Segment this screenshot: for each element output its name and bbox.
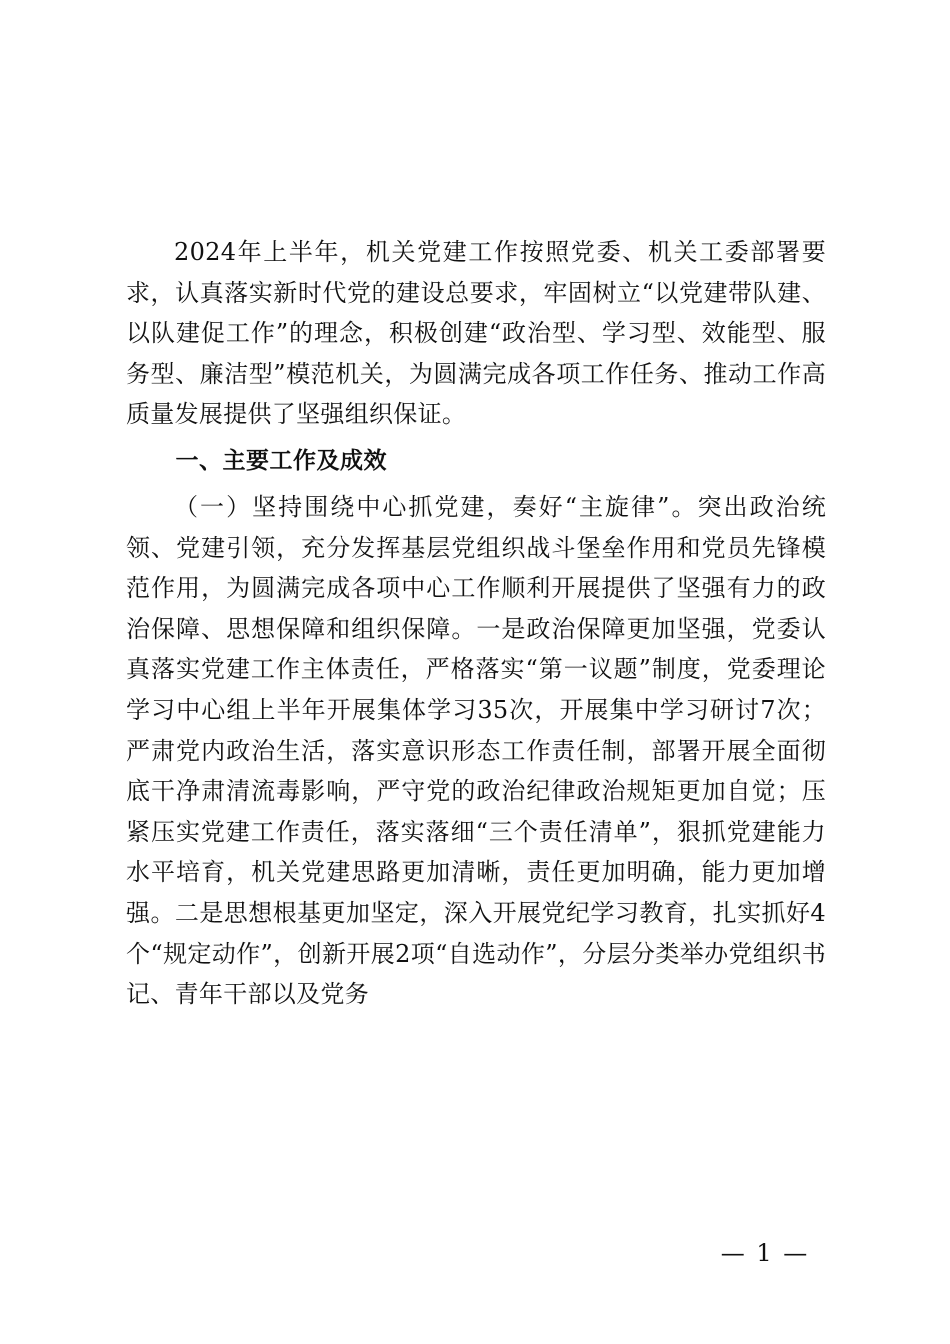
page-number: — 1 —: [720, 1239, 810, 1267]
intro-paragraph: 2024年上半年，机关党建工作按照党委、机关工委部署要求，认真落实新时代党的建设总要求，牢固树立“以党建带队建、以队建促工作”的理念，积极创建“政治型、学习型、效能型、服务型、廉洁型”模范机关，为圆满完成各项工作任务、推动工作高质量发展提供了坚强组织保证。: [126, 238, 826, 429]
section-paragraph: （一）坚持围绕中心抓党建，奏好“主旋律”。突出政治统领、党建引领，充分发挥基层党组织战斗堡垒作用和党员先锋模范作用，为圆满完成各项中心工作顺利开展提供了坚强有力的政治保障、思想保障和组织保障。一是政治保障更加坚强，党委认真落实党建工作主体责任，严格落实“第一议题”制度，党委理论学习中心组上半年开展集体学习35次，开展集中学习研讨7次；严肃党内政治生活，落实意识形态工作责任制，部署开展全面彻底干净肃清流毒影响，严守党的政治纪律政治规矩更加自觉；压紧压实党建工作责任，落实落细“三个责任清单”，狠抓党建能力水平培育，机关党建思路更加清晰，责任更加明确，能力更加增强。二是思想根基更加坚定，深入开展党纪学习教育，扎实抓好4个“规定动作”，创新开展2项“自选动作”，分层分类举办党组织书记、青年干部以及党务: [126, 492, 826, 1009]
document-body: [126, 232, 826, 1015]
section-heading: 一、主要工作及成效: [175, 447, 387, 474]
